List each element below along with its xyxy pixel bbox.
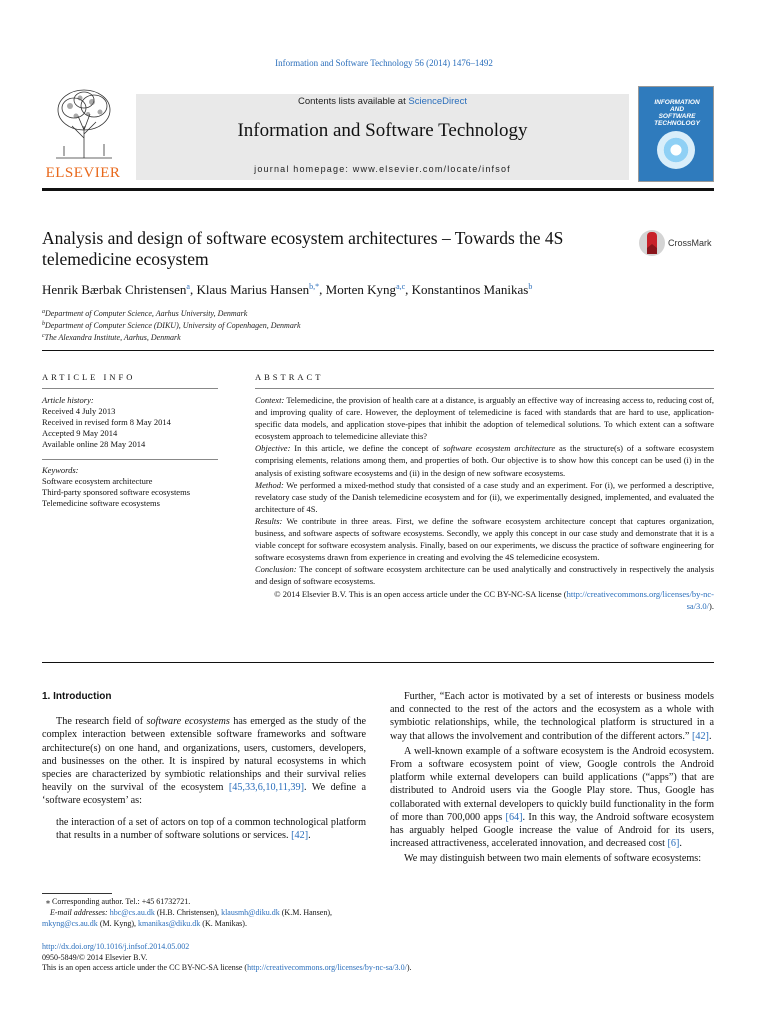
author-affil-sup[interactable]: b [528,282,533,291]
license-link[interactable]: http://creativecommons.org/licenses/by-nc-sa/3.0/ [566,588,714,611]
publication-info [42,942,542,974]
citation-link[interactable]: [64] [505,811,523,823]
text: the interaction of a set of actors on top of a common technological platform that results in a number of software solutions or services. [56,816,366,841]
author-name[interactable]: Henrik Bærbak Christensen [42,282,187,297]
email-label: E-mail addresses: [50,908,108,917]
paragraph: We may distinguish between two main elements of software ecosystems: [404,853,702,865]
journal-banner [136,94,629,180]
open-access-line [42,963,542,974]
abstract-label: Objective: [255,443,291,454]
text: . [308,829,311,841]
footnote [42,896,366,929]
text: This is an open access article under the CC BY-NC-SA license ( [42,963,248,972]
body-column-left [42,690,366,842]
author-affil-sup[interactable]: a,c [396,282,406,291]
keywords-rule [42,459,218,460]
abstract-objective [255,442,714,478]
contents-line [136,96,629,107]
abstract-license [255,588,714,612]
affil-sup: b [42,321,45,327]
affil-text: Department of Computer Science (DIKU), University of Copenhagen, Denmark [45,321,301,330]
elsevier-tree-icon [50,86,118,160]
abstract-emphasis: software ecosystem architecture [443,443,556,454]
keywords [42,465,218,509]
text: . We define a ‘software ecosystem’ as: [42,782,366,807]
abstract-label: Conclusion: [255,564,297,575]
journal-title: Information and Software Technology [237,120,528,141]
journal-cover-image[interactable] [638,86,714,182]
text: . [708,730,712,742]
issn-line: 0950-5849/© 2014 Elsevier B.V. [42,952,148,962]
history-label: Article history: [42,395,94,405]
crossmark-label: CrossMark [668,238,712,248]
text: ). [406,963,412,972]
cover-title: INFORMATION AND SOFTWARE TECHNOLOGY [654,99,700,127]
sciencedirect-link[interactable]: ScienceDirect [408,96,467,107]
abstract-context [255,394,714,442]
paragraph [42,715,366,807]
citation-link[interactable]: [6] [667,838,680,850]
email-link[interactable]: klausmh@diku.dk [221,908,280,917]
author-name[interactable]: Konstantinos Manikas [411,282,529,297]
author-affil-sup[interactable]: a [186,282,190,291]
article-title: Analysis and design of software ecosystem architectures – Towards the 4S telemedicine ecosystem [42,228,564,269]
abstract-text: We contribute in three areas. First, we define the software ecosystem architecture concept that captures organization, business, and software aspects of software ecosystems. Secondly, we apply this concept in our case study and demonstrate that it is a viable concept for software ecosystem analysis. Finally, based on our experiments, we discuss the practice of software engineering for software ecosystems drawn from experience in creating and evolving the 4S telemedicine ecosystem. [255,515,714,563]
history-item: Received 4 July 2013 [42,406,116,416]
abstract-body [255,394,714,612]
abstract-text: as the structure(s) of a software ecosystem comprising elements, relations among them, and properties of both. Our objective is to show how this concept can be used (i) in the analysis of existing software ecosystems and (ii) in the design of new software ecosystems. [255,443,715,478]
abstract-label: Context: [255,395,285,405]
keyword: Telemedicine software ecosystems [42,498,160,508]
text: . In this way, the Android software ecosystem has arguably helped Google increase the value of Android for its users, increased attractiveness, accelerated innovation, and decreased cost [390,811,714,850]
article-history [42,395,218,450]
abstract-conclusion [255,563,714,587]
article-info-heading: ARTICLE INFO [42,372,136,382]
header-rule [42,350,714,351]
email-link[interactable]: hbc@cs.au.dk [109,908,155,917]
abstract-text: Telemedicine, the provision of health care at a distance, is arguably an effective way of increasing access to, reducing cost of, and improving quality of care. However, the deployment of telemedicine is faced with standards that are hard to use, application-specific data models, and application stove-pipes that inhibit the adoption of telemedical solutions. To which extent can a software ecosystem approach to telemedicine alleviate this? [255,395,714,442]
author-list: Henrik Bærbak Christensen$^a$, Klaus Marius Hansen$^{b,*}$, Morten Kyng$^{a,c}$, Konstantinos Manikas$^b$ [42,282,533,297]
affiliation [42,331,714,343]
affil-sup: c [42,333,45,339]
crossmark-icon [638,228,666,258]
text: has emerged as the study of the complex interaction between extensible software frameworks and software architecture(s) on one hand, and organizations, users, customers, developers, and businesses on the other. It is inspired by natural ecosystems in which species are characterized by symbiotic relationships and their survival relies heavily on the survival of the ecosystem [42,716,366,794]
masthead-rule [42,188,714,191]
license-end: ). [709,600,714,611]
abstract-text: In this article, we define the concept of [294,443,444,454]
abstract-label: Method: [255,479,284,490]
masthead [42,84,714,186]
emphasis: software ecosystems [146,716,230,728]
citation-link[interactable]: [42] [691,730,709,742]
journal-homepage-link[interactable]: journal homepage: www.elsevier.com/locate/infsof [254,164,511,174]
abstract-bottom-rule [42,662,714,663]
keyword: Software ecosystem architecture [42,476,153,486]
text: (M. Kyng), [99,919,139,928]
section-heading: 1. Introduction [42,691,112,702]
text: (K.M. Hansen), [281,908,332,917]
affiliations [42,307,714,343]
affiliation [42,319,714,331]
corresponding-author: ⁎ Corresponding author. Tel.: +45 61732721. [42,897,191,906]
abstract-text: The concept of software ecosystem architecture can be used analytically and constructively in respectively the analysis and design of software ecosystems. [255,564,714,587]
crossmark-badge[interactable] [638,228,718,260]
abstract-text: We performed a mixed-method study that consisted of a case study and an experiment. For (i), we performed a descriptive, revelatory case study of the Danish telemedicine ecosystem and for (ii), we experimentally designed, implemented, and evaluated the architecture of 4S. [255,479,714,514]
author-affil-sup[interactable]: b,* [309,282,320,291]
text: (K. Manikas). [202,919,247,928]
text: A well-known example of a software ecosystem is the Android ecosystem. From a software ecosystem point of view, Google controls the Android platform while external developers can build applications (“apps”) that are distributed to Android users via the Google Play store. Thus, Google has collaborated with external developers to quickly build functionality in the form of more than 700,000 apps [390,745,714,823]
citation-link[interactable]: [42] [291,829,309,841]
license-text: © 2014 Elsevier B.V. This is an open access article under the CC BY-NC-SA license ( [274,588,567,599]
elsevier-logo [42,86,124,182]
paragraph [390,745,714,851]
abstract-label: Results: [255,515,283,526]
author-name[interactable]: Klaus Marius Hansen [196,282,310,297]
contents-prefix: Contents lists available at [298,96,409,107]
article-info-rule [42,388,218,389]
history-item: Received in revised form 8 May 2014 [42,417,171,427]
keyword: Third-party sponsored software ecosystems [42,487,191,497]
abstract-method [255,479,714,515]
doi-link[interactable]: http://dx.doi.org/10.1016/j.infsof.2014.05.002 [42,942,190,951]
citation-link[interactable]: [45,33,6,10,11,39] [228,782,305,794]
text: (H.B. Christensen), [156,908,222,917]
journal-citation[interactable]: Information and Software Technology 56 (2014) 1476–1492 [275,58,493,68]
email-link[interactable]: kmanikas@diku.dk [138,919,201,928]
email-list [42,907,366,929]
abstract-heading: ABSTRACT [255,372,324,382]
text: The research field of [56,716,147,728]
text: Corresponding author. Tel.: +45 61732721. [52,897,191,906]
text: Further, “Each actor is motivated by a set of interests or business models and connected to the rest of the actors and the ecosystem as a whole with symbiotic relationships, while, the technological platform is structured in a way that allows the involvement and contribution of the different actors.” [390,691,714,742]
history-item: Accepted 9 May 2014 [42,428,118,438]
abstract-rule [255,388,714,389]
history-item: Available online 28 May 2014 [42,439,146,449]
email-link[interactable]: mkyng@cs.au.dk [42,919,98,928]
abstract-results [255,515,714,563]
author-name[interactable]: Morten Kyng [325,282,397,297]
affiliation [42,307,714,319]
elsevier-wordmark[interactable]: ELSEVIER [45,165,121,181]
paragraph [390,690,714,743]
text: . [679,838,682,850]
license-link[interactable]: http://creativecommons.org/licenses/by-nc-sa/3.0/ [247,963,407,972]
block-quote [56,816,366,842]
affil-text: The Alexandra Institute, Aarhus, Denmark [44,333,181,342]
affil-sup: a [42,309,45,315]
keywords-label: Keywords: [42,465,79,475]
affil-text: Department of Computer Science, Aarhus University, Denmark [45,309,248,318]
body-column-right [390,690,714,868]
footnote-rule [42,893,112,894]
cover-graphic [657,131,695,169]
